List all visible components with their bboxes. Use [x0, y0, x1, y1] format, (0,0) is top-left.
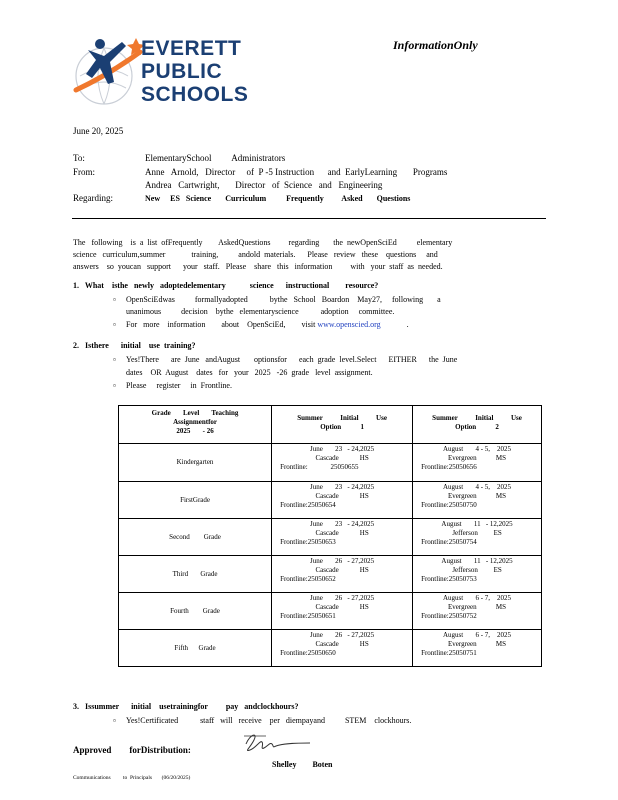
- option-1-date: June 23 - 24,2025: [309, 445, 375, 453]
- option-1-frontline-id: Frontline:25050654: [280, 501, 336, 509]
- option-2-cell: [413, 556, 542, 593]
- bullet-icon: ▫: [113, 295, 116, 304]
- approved-for-distribution-label: Approved forDistribution:: [73, 745, 191, 755]
- header-divider: [72, 218, 546, 219]
- option-2-frontline-id: Frontline:25050754: [421, 538, 477, 546]
- grade-label: FirstGrade: [180, 495, 211, 504]
- to-value: ElementarySchool Administrators: [145, 153, 286, 163]
- memo-date: June 20, 2025: [73, 126, 124, 136]
- option-2-location: Evergreen MS: [448, 640, 507, 648]
- option-1-cell: [272, 593, 413, 630]
- option-1-cell: [272, 444, 413, 482]
- option-1-cell: [272, 556, 413, 593]
- question-1-heading: 1. What isthe newly adoptedelementary science instructional resource?: [73, 281, 379, 290]
- footer-note: Communications to Principals (06/20/2025): [73, 775, 191, 781]
- option-1-frontline-id: Frontline:25050653: [280, 538, 336, 546]
- grade-label: Kindergarten: [176, 458, 214, 466]
- bullet-icon: ▫: [113, 320, 116, 329]
- logo-line-schools: SCHOOLS: [141, 83, 249, 106]
- header-option-1-line-1: Summer Initial Use: [297, 414, 387, 422]
- option-2-date: August 11 - 12,2025: [441, 557, 513, 565]
- table-row: [119, 630, 542, 667]
- signature-image: [240, 728, 315, 758]
- table-row: [119, 519, 542, 556]
- header-option-2-line-2: Option 2: [455, 423, 499, 431]
- option-2-location: Evergreen MS: [448, 492, 507, 500]
- header-grade-line-2: Assignmentfor: [173, 418, 218, 426]
- question-3-heading: 3. Issummer initial usetrainingfor pay andclockhours?: [73, 702, 299, 711]
- header-option-1-line-2: Option 1: [320, 423, 364, 431]
- option-2-cell: [413, 482, 542, 519]
- regarding-label: Regarding:: [73, 193, 113, 203]
- bullet-icon: ▫: [113, 381, 116, 390]
- signer-name: Shelley Boten: [272, 760, 333, 769]
- option-2-frontline-id: Frontline:25050750: [421, 501, 477, 509]
- option-1-date: June 26 - 27,2025: [309, 631, 375, 639]
- option-2-location: Jefferson ES: [452, 566, 502, 574]
- table-row: [119, 444, 542, 482]
- option-2-cell: [413, 593, 542, 630]
- option-1-location: Cascade HS: [315, 454, 369, 462]
- option-1-location: Cascade HS: [315, 603, 369, 611]
- option-1-frontline-id: Frontline:25050651: [280, 612, 336, 620]
- logo-wordmark: [141, 37, 248, 106]
- q2-bullet-1-line-2: dates OR August dates for your 2025 -26 grade level assignment.: [126, 368, 373, 377]
- option-2-cell: [413, 444, 542, 482]
- option-1-location: Cascade HS: [315, 529, 369, 537]
- from-line-2: Andrea Cartwright, Director of Science and Engineering: [145, 180, 383, 190]
- option-1-date: June 26 - 27,2025: [309, 557, 375, 565]
- option-2-location: Jefferson ES: [452, 529, 502, 537]
- intro-line-2: science curriculum,summer training, andold materials. Please review these questions and: [73, 250, 438, 259]
- option-2-frontline-id: Frontline:25050753: [421, 575, 477, 583]
- grade-cell: [119, 630, 272, 667]
- header-option-2-line-1: Summer Initial Use: [432, 414, 522, 422]
- bullet-icon: ▫: [113, 355, 116, 364]
- grade-label: Fifth Grade: [174, 643, 216, 652]
- information-only-label: InformationOnly: [393, 38, 478, 52]
- option-2-date: August 6 - 7, 2025: [443, 631, 512, 639]
- logo-line-everett: EVERETT: [141, 37, 242, 60]
- intro-line-3: answers so youcan support your staff. Please share this information with your staff as needed.: [73, 262, 443, 271]
- from-line-1: Anne Arnold, Director of P -5 Instruction and EarlyLearning Programs: [145, 167, 448, 177]
- option-1-frontline-id: Frontline: 25050655: [280, 463, 359, 471]
- table-header-row: [119, 406, 542, 444]
- option-2-date: August 4 - 5, 2025: [443, 483, 512, 491]
- q1-bullet-1-line-2: unanimous decision bythe elementaryscience adoption committee.: [126, 307, 395, 316]
- option-2-date: August 11 - 12,2025: [441, 520, 513, 528]
- table-row: [119, 556, 542, 593]
- q1-bullet-2-tail: .: [406, 320, 409, 329]
- grade-cell: [119, 519, 272, 556]
- q1-bullet-2-text: For more information about OpenSciEd, visit: [126, 320, 316, 329]
- q2-bullet-2: Please register in Frontline.: [126, 381, 232, 390]
- grade-cell: [119, 593, 272, 630]
- training-schedule-table: [118, 405, 542, 667]
- grade-cell: [119, 556, 272, 593]
- option-1-location: Cascade HS: [315, 492, 369, 500]
- intro-line-1: The following is a list ofFrequently AskedQuestions regarding the newOpenSciEd elementary: [73, 238, 453, 247]
- to-label: To:: [73, 153, 85, 163]
- option-1-frontline-id: Frontline:25050652: [280, 575, 336, 583]
- header-option-1: [272, 406, 413, 444]
- option-2-frontline-id: Frontline:25050656: [421, 463, 477, 471]
- q1-bullet-2: [126, 320, 409, 329]
- table-row: [119, 482, 542, 519]
- table-body: [119, 444, 542, 667]
- option-1-frontline-id: Frontline:25050650: [280, 649, 336, 657]
- option-1-cell: [272, 519, 413, 556]
- option-2-cell: [413, 519, 542, 556]
- question-2-heading: 2. Isthere initial use training?: [73, 341, 196, 350]
- regarding-value: New ES Science Curriculum Frequently Asked Questions: [145, 194, 411, 203]
- option-2-location: Evergreen MS: [448, 603, 507, 611]
- option-1-cell: [272, 482, 413, 519]
- table-row: [119, 593, 542, 630]
- option-1-cell: [272, 630, 413, 667]
- option-1-date: June 23 - 24,2025: [309, 483, 375, 491]
- header-grade-line-3: 2025 - 26: [176, 427, 214, 435]
- bullet-icon: ▫: [113, 716, 116, 725]
- grade-label: Third Grade: [172, 569, 218, 578]
- q3-bullet-1: Yes!Certificated staff will receive per diempayand STEM clockhours.: [126, 716, 412, 725]
- option-1-date: June 23 - 24,2025: [309, 520, 375, 528]
- option-2-location: Evergreen MS: [448, 454, 507, 462]
- grade-cell: [119, 482, 272, 519]
- option-2-frontline-id: Frontline:25050751: [421, 649, 477, 657]
- header-grade-level: [119, 406, 272, 444]
- openscied-link[interactable]: www.openscied.org: [317, 320, 381, 329]
- from-label: From:: [73, 167, 96, 177]
- header-option-2: [413, 406, 542, 444]
- grade-label: Second Grade: [169, 532, 221, 541]
- q2-bullet-1-line-1: Yes!There are June andAugust optionsfor each grade level.Select EITHER the June: [126, 355, 458, 364]
- grade-label: Fourth Grade: [170, 606, 220, 615]
- q1-bullet-1-line-1: OpenSciEdwas formallyadopted bythe School Boardon May27, following a: [126, 295, 441, 304]
- option-1-location: Cascade HS: [315, 640, 369, 648]
- option-2-frontline-id: Frontline:25050752: [421, 612, 477, 620]
- logo-line-public: PUBLIC: [141, 60, 223, 83]
- option-2-date: August 6 - 7, 2025: [443, 594, 512, 602]
- option-2-date: August 4 - 5, 2025: [443, 445, 512, 453]
- header-grade-line-1: Grade Level Teaching: [151, 409, 239, 417]
- grade-cell: [119, 444, 272, 482]
- option-1-location: Cascade HS: [315, 566, 369, 574]
- option-2-cell: [413, 630, 542, 667]
- option-1-date: June 26 - 27,2025: [309, 594, 375, 602]
